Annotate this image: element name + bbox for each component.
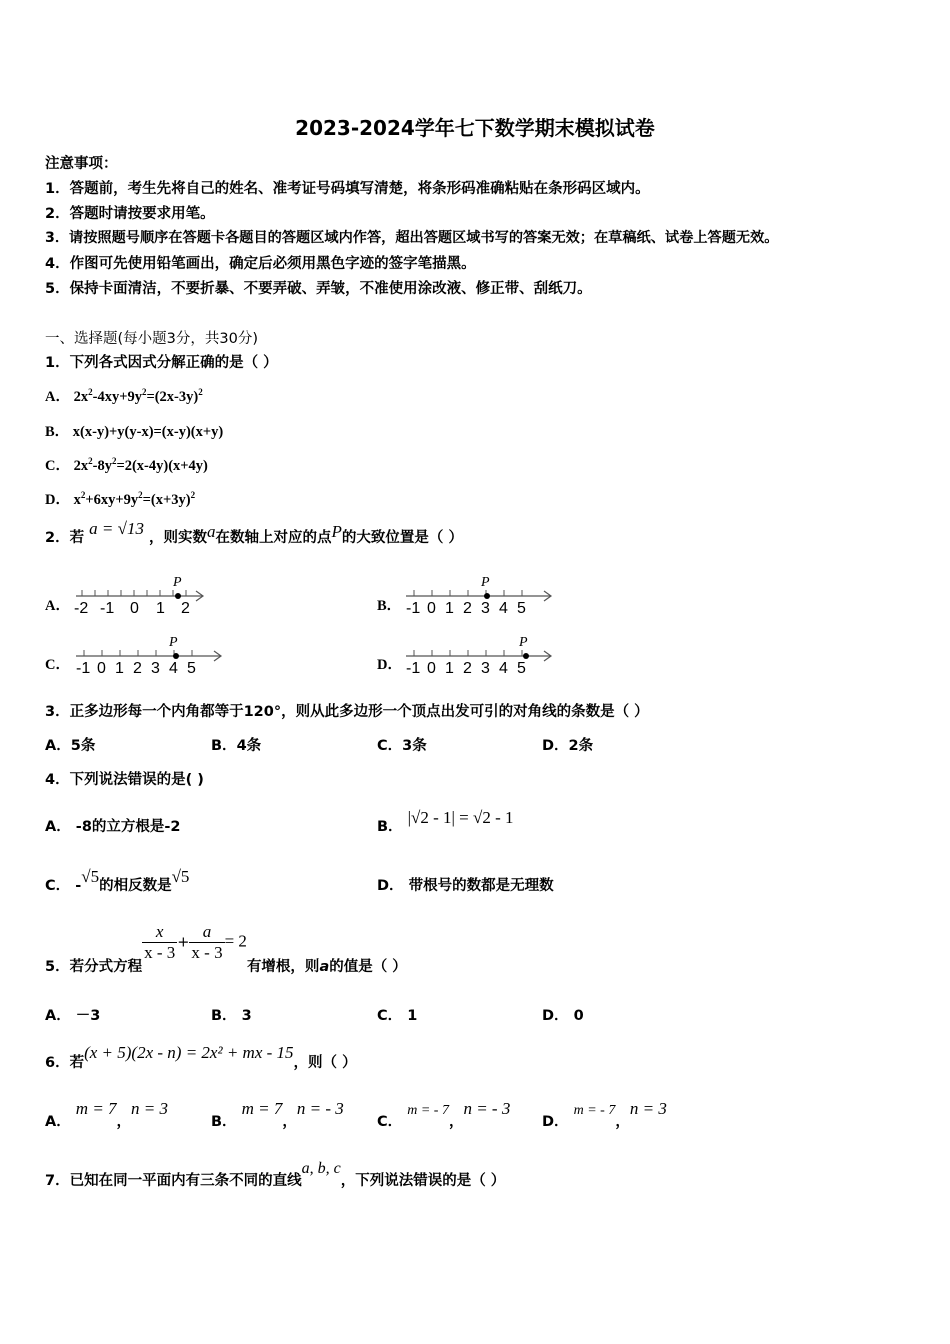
point-label: P [169,635,178,650]
tick-label: -1 [76,660,91,677]
tick-label: 0 [97,660,106,677]
question-5-stem: 5．若分式方程 $\frac{x}{x - 3}$ + $\frac{a}{x - 3}$ = 2有增根，则a的值是（ ） [45,922,407,975]
point-p [173,653,179,659]
q1-option-c: C． $2x^2-8y^2=2(x-4y)(x+4y)$ [45,456,208,474]
q2-option-d-number-line [402,634,558,678]
tick-label: 4 [499,600,508,617]
tick-label: 1 [445,660,454,677]
tick-label: 3 [481,600,490,617]
q6-formula: (x + 5)(2x - n) = 2x² + mx - 15 [84,1043,294,1062]
tick-label: 0 [427,660,436,677]
tick-label: 2 [181,600,190,617]
tick-label: 5 [187,660,196,677]
point-label: P [481,575,490,590]
question-7-stem: 7．已知在同一平面内有三条不同的直线a, b, c，下列说法错误的是（ ） [45,1160,506,1189]
question-4-stem: 4．下列说法错误的是( ) [45,772,204,788]
q6-option-c: C． m = - 7，n = - 3 [377,1099,511,1130]
question-1-stem: 1．下列各式因式分解正确的是（ ） [45,355,278,371]
page-title: 2023-2024学年七下数学期末模拟试卷 [295,116,655,140]
q2-option-a-number-line [72,574,212,618]
notice-item: 1．答题前，考生先将自己的姓名、准考证号码填写清楚，将条形码准确粘贴在条形码区域内。 [45,181,650,197]
notice-item: 5．保持卡面清洁，不要折暴、不要弄破、弄皱，不准使用涂改液、修正带、刮纸刀。 [45,281,592,297]
tick-label: 2 [133,660,142,677]
q1-option-a: A． $2x^2-4xy+9y^2=(2x-3y)^2$ [45,387,203,405]
q6-option-a: A． m = 7，n = 3 [45,1099,169,1130]
tick-label: 0 [427,600,436,617]
tick-label: 4 [499,660,508,677]
q4-option-d: D． 带根号的数都是无理数 [377,878,554,894]
tick-label: 5 [517,660,526,677]
question-3-stem: 3．正多边形每一个内角都等于120°，则从此多边形一个顶点出发可引的对角线的条数是（ ） [45,704,649,720]
q5-fraction-1: $\frac{x}{x - 3}$ [144,922,176,962]
q5-option-c: C． 1 [377,1008,418,1024]
notice-item: 4．作图可先使用铅笔画出，确定后必须用黑色字迹的签字笔描黑。 [45,256,476,272]
q5-option-b: B． 3 [211,1008,252,1024]
point-p [523,653,529,659]
section-heading: 一、选择题(每小题3分，共30分) [45,331,258,347]
notice-heading: 注意事项： [45,156,118,172]
q2-option-c-number-line [72,634,228,678]
notice-item: 3．请按照题号顺序在答题卡各题目的答题区域内作答，超出答题区域书写的答案无效；在草稿纸、试卷上答题无效。 [45,230,779,246]
tick-label: 4 [169,660,178,677]
tick-label: -2 [74,600,89,617]
q5-fraction-2: $\frac{a}{x - 3}$ [191,922,223,962]
tick-label: 1 [115,660,124,677]
q2-option-b-number-line [402,574,558,618]
q2-option-d-label: D． [377,657,402,673]
q6-option-d: D． m = - 7，n = 3 [542,1099,667,1130]
tick-label: 3 [481,660,490,677]
q2-option-b-label: B． [377,598,402,614]
q4-option-a: A． -8的立方根是-2 [45,819,181,835]
tick-label: -1 [100,600,115,617]
q5-option-d: D． 0 [542,1008,584,1024]
tick-label: -1 [406,660,421,677]
notice-item: 2．答题时请按要求用笔。 [45,206,215,222]
q3-option-b: B．4条 [211,738,262,754]
q2-option-a-label: A． [45,598,70,614]
q4-option-c: C． -√5的相反数是√5 [45,867,190,894]
q4-option-b: B． |√2 - 1| = √2 - 1 [377,808,514,835]
tick-label: 1 [445,600,454,617]
tick-label: -1 [406,600,421,617]
tick-label: 2 [463,600,472,617]
point-p [175,593,181,599]
point-p [484,593,490,599]
q3-option-c: C．3条 [377,738,427,754]
q1-option-b: B． x(x-y)+y(y-x)=(x-y)(x+y) [45,424,224,440]
tick-label: 0 [130,600,139,617]
tick-label: 5 [517,600,526,617]
tick-label: 2 [463,660,472,677]
tick-label: 1 [156,600,165,617]
q2-formula: a = √13 [89,519,144,538]
q1-option-d: D． $x^2+6xy+9y^2=(x+3y)^2$ [45,490,196,508]
q6-option-b: B． m = 7，n = - 3 [211,1099,344,1130]
tick-label: 3 [151,660,160,677]
question-6-stem: 6．若(x + 5)(2x - n) = 2x² + mx - 15，则（ ） [45,1043,357,1071]
q3-option-d: D．2条 [542,738,594,754]
question-2-stem: 2．若 a = √13 ，则实数a在数轴上对应的点P的大致位置是（ ） [45,519,463,546]
point-label: P [173,575,182,590]
q5-option-a: A． －3 [45,1008,101,1024]
point-label: P [519,635,528,650]
q2-option-c-label: C． [45,657,70,673]
q3-option-a: A．5条 [45,738,96,754]
